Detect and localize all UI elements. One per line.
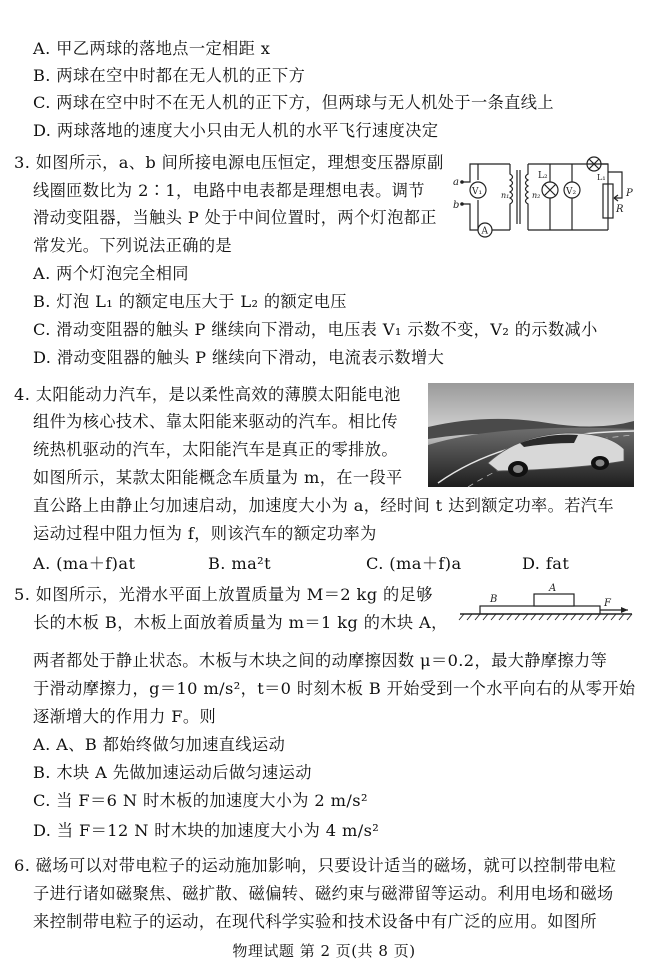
q5-option-a: A. A、B 都始终做匀加速直线运动 — [33, 735, 286, 754]
label-ammeter: A — [481, 226, 488, 237]
page-footer: 物理试题 第 2 页(共 8 页) — [232, 942, 416, 960]
q2-option-a: A. 甲乙两球的落地点一定相距 x — [33, 39, 271, 58]
q5-stem-line-3: 两者都处于静止状态。木板与木块之间的动摩擦因数 μ＝0.2，最大静摩擦力等 — [33, 651, 608, 670]
label-r: R — [616, 204, 624, 215]
q5-stem-line-2: 长的木板 B，木板上面放着质量为 m＝1 kg 的木块 A， — [33, 613, 448, 632]
q2-option-c: C. 两球在空中时不在无人机的正下方，但两球与无人机处于一条直线上 — [33, 93, 554, 112]
q5-stem-line-4: 于滑动摩擦力，g＝10 m/s²，t＝0 时刻木板 B 开始受到一个水平向右的从零开始 — [33, 679, 636, 698]
label-v1: V₁ — [472, 187, 483, 197]
q6-stem-line-3: 来控制带电粒子的运动，在现代科学实验和技术设备中有广泛的应用。如图所 — [33, 912, 597, 931]
q6-stem-line-2: 子进行诸如磁聚焦、磁扩散、磁偏转、磁约束与磁滞留等运动。利用电场和磁场 — [33, 884, 614, 903]
label-force-f: F — [604, 598, 611, 609]
solar-car-photo — [428, 383, 634, 487]
board-b — [480, 606, 600, 614]
label-block-a: A — [549, 583, 557, 594]
label-board-b: B — [490, 594, 498, 605]
q3-option-c: C. 滑动变阻器的触头 P 继续向下滑动，电压表 V₁ 示数不变，V₂ 的示数减小 — [33, 320, 598, 339]
q4-stem-line-6: 运动过程中阻力恒为 f，则该汽车的额定功率为 — [33, 524, 377, 543]
q2-option-d: D. 两球落地的速度大小只由无人机的水平飞行速度决定 — [33, 121, 439, 140]
label-l2: L₂ — [538, 171, 548, 181]
label-p: P — [626, 188, 633, 199]
q5-option-c: C. 当 F＝6 N 时木板的加速度大小为 2 m/s² — [33, 791, 368, 810]
q3-option-a: A. 两个灯泡完全相同 — [33, 264, 189, 283]
q4-stem-line-1: 4. 太阳能动力汽车，是以柔性高效的薄膜太阳能电池 — [14, 385, 401, 404]
label-a: a — [453, 177, 459, 188]
q5-option-b: B. 木块 A 先做加速运动后做匀速运动 — [33, 763, 312, 782]
q4-stem-line-3: 统热机驱动的汽车，太阳能汽车是真正的零排放。 — [33, 440, 398, 459]
q4-option-a: A. (ma＋f)at — [33, 554, 136, 573]
q4-stem-line-5: 直公路上由静止匀加速启动，加速度大小为 a，经时间 t 达到额定功率。若汽车 — [33, 496, 614, 515]
label-n1: n₁ — [501, 191, 510, 200]
q4-stem-line-4: 如图所示，某款太阳能概念车质量为 m，在一段平 — [33, 468, 403, 487]
q5-stem-line-5: 逐渐增大的作用力 F。则 — [33, 707, 217, 726]
label-b: b — [453, 200, 460, 211]
label-n2: n₂ — [532, 191, 541, 200]
q4-option-b: B. ma²t — [208, 554, 271, 573]
q3-stem-line-1: 3. 如图所示，a、b 间所接电源电压恒定，理想变压器原副 — [14, 153, 444, 172]
q3-option-b: B. 灯泡 L₁ 的额定电压大于 L₂ 的额定电压 — [33, 292, 347, 311]
q4-option-c: C. (ma＋f)a — [366, 554, 462, 573]
q3-stem-line-3: 滑动变阻器，当触头 P 处于中间位置时，两个灯泡都正 — [33, 208, 437, 227]
label-v2: V₂ — [566, 187, 577, 197]
q4-option-d: D. fat — [522, 554, 570, 573]
q5-stem-line-1: 5. 如图所示，光滑水平面上放置质量为 M＝2 kg 的足够 — [14, 585, 433, 604]
q6-stem-line-1: 6. 磁场可以对带电粒子的运动施加影响，只要设计适当的磁场，就可以控制带电粒 — [14, 856, 617, 875]
q2-option-b: B. 两球在空中时都在无人机的正下方 — [33, 66, 306, 85]
board-block-diagram — [456, 582, 636, 626]
q3-stem-line-4: 常发光。下列说法正确的是 — [33, 236, 233, 255]
q4-stem-line-2: 组件为核心技术、靠太阳能来驱动的汽车。相比传 — [33, 412, 398, 431]
block-a — [534, 594, 574, 606]
transformer-circuit-diagram — [448, 152, 638, 242]
label-l1: L₁ — [597, 173, 606, 182]
q3-stem-line-2: 线圈匝数比为 2∶1，电路中电表都是理想电表。调节 — [33, 181, 425, 200]
q3-option-d: D. 滑动变阻器的触头 P 继续向下滑动，电流表示数增大 — [33, 348, 445, 367]
q5-option-d: D. 当 F＝12 N 时木块的加速度大小为 4 m/s² — [33, 821, 380, 840]
